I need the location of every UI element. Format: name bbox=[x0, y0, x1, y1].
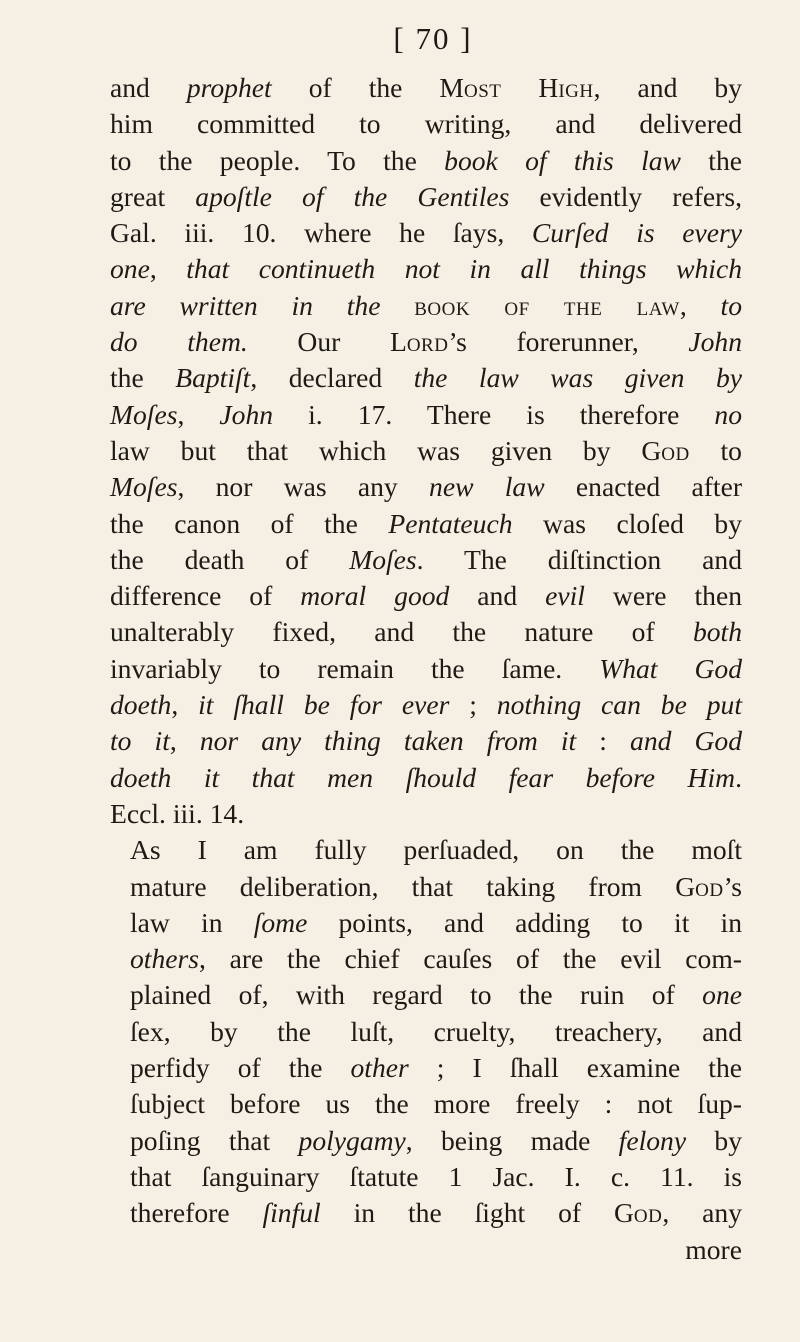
text-line: the Baptiſt, declared the law was given by bbox=[110, 362, 743, 394]
text-line: are written in the book of the law, to bbox=[110, 289, 742, 321]
paragraph bbox=[110, 70, 742, 832]
text-line: law but that which was given by God to bbox=[110, 434, 742, 466]
text-line: one, that continueth not in all things which bbox=[110, 253, 742, 285]
text-line: perfidy of the other ; I ſhall examine the bbox=[130, 1052, 742, 1084]
text-line: doeth it that men ſhould fear before Him. bbox=[110, 761, 742, 793]
text-line: do them. Our Lord’s forerunner, John bbox=[110, 326, 743, 358]
text-line: poſing that polygamy, being made felony by bbox=[130, 1124, 742, 1156]
text-line: to it, nor any thing taken from it : and God bbox=[110, 725, 743, 757]
text-line: him committed to writing, and delivered bbox=[110, 108, 742, 140]
text-line: difference of moral good and evil were then bbox=[110, 580, 743, 612]
text-line: As I am fully perſuaded, on the moſt bbox=[130, 834, 742, 866]
text-line: Moſes, John i. 17. There is therefore no bbox=[110, 398, 743, 430]
text-line: Moſes, nor was any new law enacted after bbox=[110, 471, 743, 503]
page-number-header: [ 70 ] bbox=[393, 21, 473, 56]
catchword: more bbox=[685, 1233, 742, 1265]
text-line: great apoſtle of the Gentiles evidently refers, bbox=[110, 180, 742, 212]
text-line: therefore ſinful in the ſight of God, any bbox=[130, 1197, 742, 1229]
text-line: unalterably fixed, and the nature of both bbox=[110, 616, 742, 648]
text-line: doeth, it ſhall be for ever ; nothing can be put bbox=[110, 689, 742, 721]
text-line: plained of, with regard to the ruin of one bbox=[130, 979, 742, 1011]
text-line: others, are the chief cauſes of the evil com- bbox=[130, 943, 742, 975]
text-line: ſex, by the luſt, cruelty, treachery, and bbox=[130, 1015, 742, 1047]
text-line: Gal. iii. 10. where he ſays, Curſed is every bbox=[110, 217, 742, 249]
text-line: mature deliberation, that taking from God’s bbox=[130, 870, 742, 902]
text-line: ſubject before us the more freely : not ſup- bbox=[130, 1088, 742, 1120]
text-line: to the people. To the book of this law the bbox=[110, 144, 742, 176]
text-line: law in ſome points, and adding to it in bbox=[130, 906, 743, 938]
text-line: invariably to remain the ſame. What God bbox=[110, 652, 742, 684]
text-line: the canon of the Pentateuch was cloſed by bbox=[110, 507, 743, 539]
text-line: Eccl. iii. 14. bbox=[110, 797, 245, 829]
paragraph bbox=[110, 832, 742, 1231]
text-line: that ſanguinary ſtatute 1 Jac. I. c. 11. is bbox=[130, 1160, 742, 1192]
text-line: and prophet of the Most High, and by bbox=[110, 72, 742, 103]
text-line: the death of Moſes. The diſtinction and bbox=[110, 543, 742, 575]
body-text bbox=[110, 70, 742, 1232]
